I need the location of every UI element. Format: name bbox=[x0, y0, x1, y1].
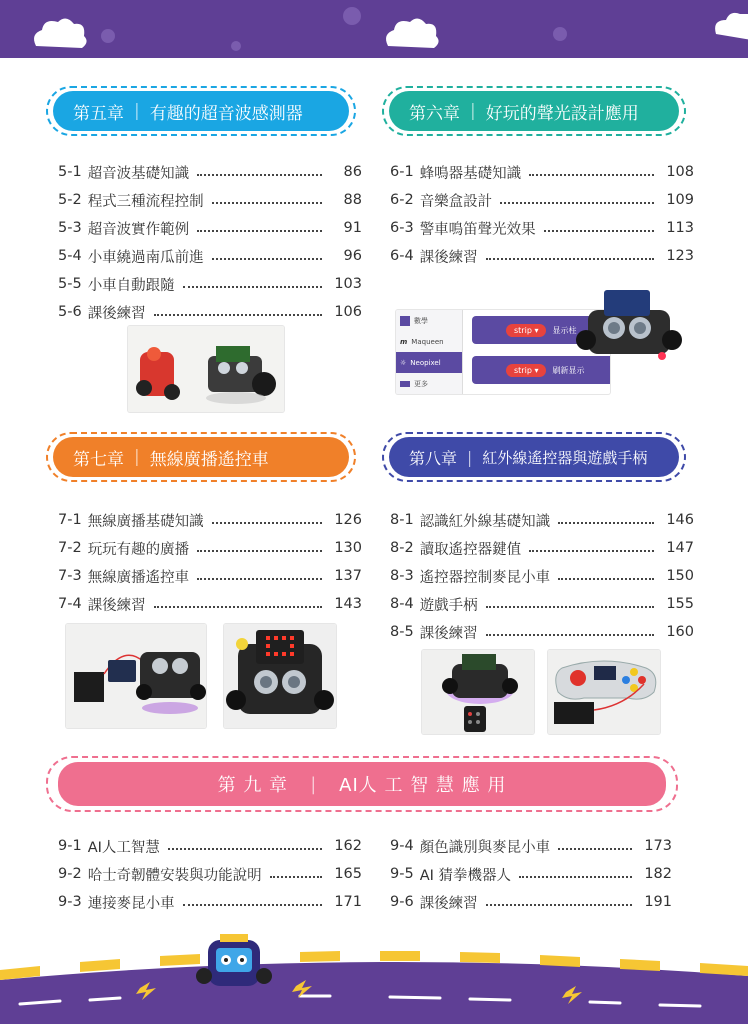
category-more bbox=[396, 373, 462, 394]
category-neopixel bbox=[396, 352, 462, 373]
more-icon bbox=[400, 381, 410, 387]
toc-entry[interactable] bbox=[58, 832, 362, 860]
top-banner bbox=[0, 0, 748, 58]
block-text: 刷新显示 bbox=[552, 365, 585, 375]
toc-entry[interactable] bbox=[390, 562, 694, 590]
entry-title: 無線廣播遙控車 bbox=[87, 569, 190, 586]
entry-number: 5-1 bbox=[58, 164, 82, 180]
entry-number: 6-3 bbox=[390, 220, 414, 236]
photo-gamepad bbox=[548, 650, 660, 734]
entry-title: 遊戲手柄 bbox=[419, 597, 478, 614]
toc-entry[interactable] bbox=[390, 832, 672, 860]
leader-dots bbox=[270, 876, 322, 878]
entry-title: 音樂盒設計 bbox=[419, 193, 493, 210]
cloud-decoration bbox=[0, 0, 748, 58]
toc-entry[interactable] bbox=[58, 242, 362, 270]
entry-number: 7-2 bbox=[58, 540, 82, 556]
leader-dots bbox=[486, 606, 654, 608]
toc-entry[interactable] bbox=[390, 590, 694, 618]
chapter-separator: | bbox=[467, 447, 473, 467]
entry-page: 113 bbox=[666, 220, 694, 236]
entry-number: 6-1 bbox=[390, 164, 414, 180]
entry-number: 8-3 bbox=[390, 568, 414, 584]
chapter-title: 無線廣播遙控車 bbox=[149, 449, 269, 470]
entry-title: 小車自動跟隨 bbox=[87, 277, 175, 294]
math-icon bbox=[400, 316, 410, 326]
entry-title: 課後練習 bbox=[419, 895, 478, 912]
entry-number: 6-2 bbox=[390, 192, 414, 208]
toc-entry[interactable] bbox=[390, 186, 694, 214]
toc-entry[interactable] bbox=[390, 158, 694, 186]
entry-page: 150 bbox=[666, 568, 694, 584]
toc-entry[interactable] bbox=[58, 214, 362, 242]
entry-number: 9-3 bbox=[58, 894, 82, 910]
entry-title: 遙控器控制麥昆小車 bbox=[419, 569, 551, 586]
entry-number: 9-5 bbox=[390, 866, 414, 882]
chapter-separator: | bbox=[470, 101, 476, 121]
category-label: 更多 bbox=[414, 379, 428, 388]
chapter-8-header bbox=[389, 437, 679, 477]
entry-page: 106 bbox=[334, 304, 362, 320]
entry-title: 蜂鳴器基礎知識 bbox=[419, 165, 522, 182]
entry-page: 91 bbox=[343, 220, 362, 236]
entry-title: 程式三種流程控制 bbox=[87, 193, 204, 210]
chapter-title: AI人 工 智 慧 應 用 bbox=[339, 775, 507, 796]
entry-title: 無線廣播基礎知識 bbox=[87, 513, 204, 530]
entry-page: 160 bbox=[666, 624, 694, 640]
entry-page: 88 bbox=[343, 192, 362, 208]
entry-number: 8-5 bbox=[390, 624, 414, 640]
chapter-title: 好玩的聲光設計應用 bbox=[485, 103, 639, 124]
leader-dots bbox=[519, 876, 632, 878]
road-graphic bbox=[0, 930, 748, 1024]
leader-dots bbox=[197, 550, 322, 552]
entry-title: AI 猜拳機器人 bbox=[419, 867, 511, 884]
leader-dots bbox=[183, 904, 322, 906]
category-math bbox=[396, 310, 462, 331]
chapter-separator: | bbox=[310, 773, 318, 795]
leader-dots bbox=[212, 522, 322, 524]
road-illustration bbox=[0, 930, 748, 1024]
chapter-9-header bbox=[58, 762, 666, 806]
entry-title: 超音波基礎知識 bbox=[87, 165, 190, 182]
entry-title: AI人工智慧 bbox=[87, 839, 160, 856]
toc-entry[interactable] bbox=[390, 888, 672, 916]
entry-number: 9-1 bbox=[58, 838, 82, 854]
block-variable-dropdown: strip ▾ bbox=[506, 364, 546, 377]
entry-page: 191 bbox=[644, 894, 672, 910]
chapter-6-toc bbox=[390, 158, 694, 270]
toc-entry[interactable] bbox=[58, 506, 362, 534]
leader-dots bbox=[544, 230, 654, 232]
chapter-9-toc-right bbox=[390, 832, 672, 916]
entry-page: 126 bbox=[334, 512, 362, 528]
leader-dots bbox=[183, 286, 322, 288]
entry-title: 讀取遙控器鍵值 bbox=[419, 541, 522, 558]
toc-entry[interactable] bbox=[390, 506, 694, 534]
category-label: Neopixel bbox=[410, 358, 441, 367]
entry-number: 7-3 bbox=[58, 568, 82, 584]
chapter-label: 第六章 bbox=[409, 103, 460, 124]
entry-page: 182 bbox=[644, 866, 672, 882]
leader-dots bbox=[154, 606, 322, 608]
leader-dots bbox=[529, 550, 654, 552]
entry-page: 109 bbox=[666, 192, 694, 208]
entry-page: 108 bbox=[666, 164, 694, 180]
chapter-title: 有趣的超音波感測器 bbox=[149, 103, 303, 124]
entry-title: 課後練習 bbox=[87, 597, 146, 614]
entry-number: 5-6 bbox=[58, 304, 82, 320]
toc-entry[interactable] bbox=[58, 860, 362, 888]
block-category-list bbox=[396, 310, 463, 394]
photo-maqueen-matrix bbox=[224, 624, 336, 728]
leader-dots bbox=[212, 202, 322, 204]
neopixel-icon: ☼ bbox=[400, 358, 407, 367]
entry-page: 86 bbox=[343, 164, 362, 180]
leader-dots bbox=[558, 848, 632, 850]
leader-dots bbox=[154, 314, 322, 316]
leader-dots bbox=[486, 258, 654, 260]
toc-entry[interactable] bbox=[58, 534, 362, 562]
chapter-7-header bbox=[53, 437, 349, 477]
entry-number: 7-1 bbox=[58, 512, 82, 528]
chapter-8-toc bbox=[390, 506, 694, 646]
chapter-6-header bbox=[389, 91, 679, 131]
entry-number: 5-5 bbox=[58, 276, 82, 292]
chapter-separator: | bbox=[134, 101, 140, 121]
entry-number: 8-1 bbox=[390, 512, 414, 528]
entry-number: 6-4 bbox=[390, 248, 414, 264]
chapter-label: 第七章 bbox=[73, 449, 124, 470]
toc-entry[interactable] bbox=[58, 270, 362, 298]
toc-entry[interactable] bbox=[58, 590, 362, 618]
entry-page: 130 bbox=[334, 540, 362, 556]
category-maqueen bbox=[396, 331, 462, 352]
leader-dots bbox=[168, 848, 322, 850]
entry-number: 9-2 bbox=[58, 866, 82, 882]
entry-page: 146 bbox=[666, 512, 694, 528]
photo-microbit-battery-car bbox=[66, 624, 206, 728]
entry-title: 小車繞過南瓜前進 bbox=[87, 249, 204, 266]
chapter-label: 第八章 bbox=[409, 448, 458, 468]
entry-title: 課後練習 bbox=[419, 249, 478, 266]
entry-number: 8-2 bbox=[390, 540, 414, 556]
toc-entry[interactable] bbox=[58, 186, 362, 214]
photo-maqueen-ultrasonic bbox=[574, 284, 684, 370]
leader-dots bbox=[197, 230, 322, 232]
chapter-label: 第 九 章 bbox=[217, 775, 289, 796]
leader-dots bbox=[486, 634, 654, 636]
chapter-title: 紅外線遙控器與遊戲手柄 bbox=[482, 448, 648, 467]
entry-title: 哈士奇韌體安裝與功能說明 bbox=[87, 867, 262, 884]
chapter-5-header bbox=[53, 91, 349, 131]
leader-dots bbox=[212, 258, 322, 260]
leader-dots bbox=[197, 578, 322, 580]
chapter-5-toc bbox=[58, 158, 362, 326]
entry-title: 警車鳴笛聲光效果 bbox=[419, 221, 536, 238]
leader-dots bbox=[558, 522, 654, 524]
entry-number: 5-4 bbox=[58, 248, 82, 264]
entry-number: 5-2 bbox=[58, 192, 82, 208]
entry-page: 171 bbox=[334, 894, 362, 910]
toc-entry[interactable] bbox=[390, 534, 694, 562]
toc-entry[interactable] bbox=[58, 158, 362, 186]
entry-title: 連接麥昆小車 bbox=[87, 895, 175, 912]
entry-number: 8-4 bbox=[390, 596, 414, 612]
leader-dots bbox=[197, 174, 322, 176]
block-text: 显示柱 bbox=[552, 325, 577, 335]
entry-title: 課後練習 bbox=[419, 625, 478, 642]
entry-page: 173 bbox=[644, 838, 672, 854]
entry-title: 顏色識別與麥昆小車 bbox=[419, 839, 551, 856]
chapter-9-toc-left bbox=[58, 832, 362, 916]
toc-entry[interactable] bbox=[390, 618, 694, 646]
entry-page: 162 bbox=[334, 838, 362, 854]
entry-page: 165 bbox=[334, 866, 362, 882]
chapter-7-toc bbox=[58, 506, 362, 618]
leader-dots bbox=[486, 904, 632, 906]
entry-page: 143 bbox=[334, 596, 362, 612]
category-label: Maqueen bbox=[411, 337, 444, 346]
entry-title: 課後練習 bbox=[87, 305, 146, 322]
entry-number: 9-6 bbox=[390, 894, 414, 910]
toc-entry[interactable] bbox=[58, 888, 362, 916]
entry-title: 玩玩有趣的廣播 bbox=[87, 541, 190, 558]
entry-page: 137 bbox=[334, 568, 362, 584]
toc-entry[interactable] bbox=[390, 214, 694, 242]
chapter-separator: | bbox=[134, 447, 140, 467]
block-variable-dropdown: strip ▾ bbox=[506, 324, 546, 337]
entry-page: 103 bbox=[334, 276, 362, 292]
leader-dots bbox=[500, 202, 654, 204]
entry-title: 認識紅外線基礎知識 bbox=[419, 513, 551, 530]
entry-number: 9-4 bbox=[390, 838, 414, 854]
chapter-label: 第五章 bbox=[73, 103, 124, 124]
toc-entry[interactable] bbox=[390, 242, 694, 270]
toc-entry[interactable] bbox=[58, 562, 362, 590]
leader-dots bbox=[529, 174, 654, 176]
entry-number: 7-4 bbox=[58, 596, 82, 612]
entry-page: 96 bbox=[343, 248, 362, 264]
entry-page: 123 bbox=[666, 248, 694, 264]
entry-page: 147 bbox=[666, 540, 694, 556]
toc-entry[interactable] bbox=[390, 860, 672, 888]
photo-pumpkin-car bbox=[128, 326, 284, 412]
maqueen-icon: m bbox=[400, 337, 408, 346]
leader-dots bbox=[558, 578, 654, 580]
photo-ir-remote-car bbox=[422, 650, 534, 734]
entry-title: 超音波實作範例 bbox=[87, 221, 190, 238]
category-label: 數學 bbox=[414, 316, 428, 325]
toc-entry[interactable] bbox=[58, 298, 362, 326]
entry-number: 5-3 bbox=[58, 220, 82, 236]
entry-page: 155 bbox=[666, 596, 694, 612]
